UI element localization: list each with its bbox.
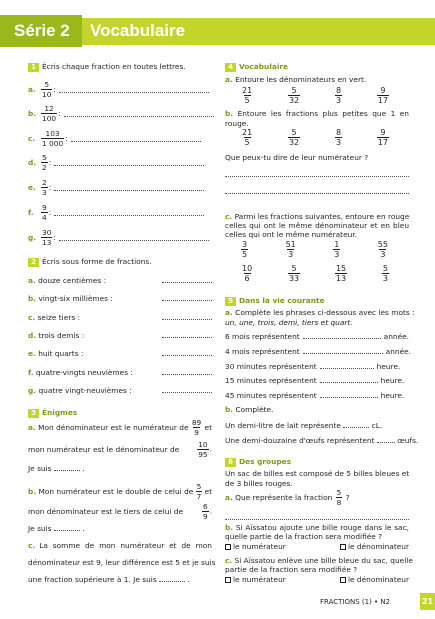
answer-blank[interactable]: [303, 347, 383, 354]
item-text: huit quarts :: [38, 349, 84, 359]
item-text: trois demis :: [38, 330, 85, 340]
ex4-title: Vocabulaire: [239, 62, 289, 71]
numerator: 5: [336, 488, 342, 497]
denominator: 17: [377, 138, 388, 147]
ex2-number: 2: [28, 258, 39, 267]
denominator: 32: [288, 96, 300, 105]
line-text: 6 mois représentent: [225, 332, 300, 341]
item-letter: c.: [28, 312, 36, 322]
ex3-c-letter: c.: [28, 541, 36, 550]
fraction: [377, 86, 389, 105]
line-unit: heure.: [376, 361, 401, 371]
checkbox[interactable]: [340, 544, 346, 550]
ex4-b-text2: rouge.: [225, 119, 249, 128]
numerator: 9: [380, 128, 386, 137]
ex6-intro2: de 3 billes rouges.: [225, 479, 293, 488]
fraction: [41, 153, 48, 172]
fraction: [382, 264, 389, 283]
line-unit: année.: [385, 346, 412, 356]
answer-blank[interactable]: [162, 276, 212, 283]
item-text: vingt-six millièmes :: [38, 294, 113, 304]
ex5-a-line1: [225, 308, 415, 317]
numerator: 5: [44, 80, 50, 89]
fraction: [241, 240, 248, 259]
answer-blank[interactable]: [162, 386, 212, 393]
numerator: 5: [382, 264, 388, 273]
ex5-b-line2: [225, 436, 418, 445]
ex6-b-options: [225, 542, 409, 551]
ex3-b-text3: mon dénominateur est le tiers de celui de: [28, 506, 184, 516]
answer-line[interactable]: [225, 513, 409, 520]
option-label: le dénominateur: [347, 542, 409, 551]
answer-blank[interactable]: [54, 464, 80, 471]
je-suis-label: Je suis: [28, 524, 52, 533]
denominator: 3: [334, 250, 340, 259]
answer-line[interactable]: [54, 159, 204, 166]
ex2-instruction: Écris sous forme de fractions.: [42, 257, 152, 266]
ex4-c-line1: [225, 212, 409, 221]
ex4-b-letter: b.: [225, 109, 234, 118]
answer-blank[interactable]: [162, 349, 212, 356]
item-letter: f.: [28, 367, 34, 377]
ex5-a-letter: a.: [225, 308, 233, 317]
ex1-number: 1: [28, 63, 39, 72]
denominator: 4: [42, 213, 47, 222]
ex5-a-text1: Complète les phrases ci-dessous avec les mots :: [235, 308, 415, 317]
ex1-heading: [28, 62, 186, 72]
numerator: 5: [291, 128, 297, 137]
ex2-item: [28, 294, 212, 303]
ex3-a-letter: a.: [28, 422, 36, 432]
answer-line[interactable]: [59, 86, 209, 93]
denominator: 1 000: [42, 139, 64, 148]
numerator: 21: [242, 86, 253, 95]
answer-blank[interactable]: [159, 575, 185, 582]
ex4-c-letter: c.: [225, 212, 233, 221]
answer-blank[interactable]: [162, 294, 212, 301]
fraction: [241, 264, 253, 283]
ex1-item: [28, 129, 201, 148]
ex6-intro1: Un sac de billes est composé de 5 billes bleues et: [225, 469, 410, 478]
colon: :: [58, 108, 61, 118]
ex1-item: [28, 104, 214, 123]
ex5-heading: [225, 296, 325, 306]
footer-text: FRACTIONS (1) • N2: [320, 598, 391, 606]
ex5-b-text: Complète.: [235, 405, 274, 414]
ex4-b-line1: [225, 109, 409, 118]
ex4-fraction-row-3: [240, 240, 390, 259]
item-letter: d.: [28, 157, 37, 167]
ex3-b-line1: [28, 482, 212, 501]
numerator: 3: [242, 240, 248, 249]
numerator: 12: [44, 104, 54, 113]
fraction: [241, 128, 253, 147]
ex4-c-text1: Parmi les fractions suivantes, entoure en rouge: [234, 212, 410, 221]
ex6-heading: [225, 457, 291, 467]
answer-blank[interactable]: [303, 332, 381, 339]
fraction: [41, 129, 64, 148]
ex2-item: [28, 276, 212, 285]
numerator: 5: [291, 264, 297, 273]
ex1-item: [28, 203, 204, 222]
ex3-a-fraction2: [197, 440, 208, 459]
item-letter: b.: [28, 294, 37, 304]
denominator: 3: [335, 96, 342, 105]
item-text: quatre-vingts neuvièmes :: [35, 367, 133, 377]
option-numerator[interactable]: [225, 542, 286, 551]
answer-blank[interactable]: [320, 376, 378, 383]
checkbox[interactable]: [340, 577, 346, 583]
ex5-title: Dans la vie courante: [239, 296, 325, 305]
ex4-heading: [225, 62, 288, 72]
numerator: 5: [291, 86, 297, 95]
fraction: [41, 203, 48, 222]
ex3-a-line2: [28, 440, 212, 459]
ex5-number: 5: [225, 297, 236, 306]
ex3-b-answer: Je suis .: [28, 524, 85, 533]
fraction: [333, 240, 340, 259]
ex6-number: 6: [225, 458, 236, 467]
fraction: [288, 128, 300, 147]
numerator: 5: [196, 482, 202, 491]
fraction: [285, 240, 297, 259]
colon: :: [53, 84, 56, 94]
ex4-number: 4: [225, 63, 236, 72]
numerator: 51: [285, 240, 296, 249]
answer-line[interactable]: [71, 135, 201, 142]
denominator: 17: [377, 96, 388, 105]
fraction: [377, 128, 389, 147]
numerator: 103: [45, 129, 60, 138]
colon: :: [48, 207, 52, 217]
denominator: 3: [382, 274, 388, 283]
fraction: [288, 264, 300, 283]
line-text: 4 mois représentent: [225, 346, 300, 356]
denominator: 5: [244, 96, 250, 105]
item-letter: e.: [28, 182, 36, 192]
numerator: 21: [242, 128, 253, 137]
answer-line[interactable]: [54, 184, 204, 191]
fraction: [41, 104, 57, 123]
ex3-title: Énigmes: [42, 408, 78, 417]
ex6-c-line1: [225, 556, 413, 565]
answer-line[interactable]: [64, 110, 214, 117]
ex4-question: Que peux-tu dire de leur numérateur ?: [225, 153, 369, 162]
ex3-b-letter: b.: [28, 486, 37, 496]
item-letter: g.: [28, 232, 37, 242]
numerator: 9: [42, 203, 47, 212]
line-text: 30 minutes représentent: [225, 361, 317, 371]
fraction: [41, 80, 52, 99]
ex1-item: [28, 228, 209, 247]
numerator: 8: [335, 128, 342, 137]
answer-blank[interactable]: [320, 362, 374, 369]
ex2-heading: [28, 257, 152, 267]
numerator: 6: [202, 502, 208, 511]
numerator: 15: [335, 264, 347, 273]
fraction: [335, 264, 347, 283]
numerator: 55: [377, 240, 388, 249]
ex1-item: [28, 80, 209, 99]
ex5-line: [225, 391, 404, 400]
ex3-a-text3: mon numérateur est le dénominateur de: [28, 444, 180, 454]
denominator: 9: [194, 428, 199, 437]
denominator: 33: [288, 274, 300, 283]
ex3-a-answer: Je suis .: [28, 464, 85, 473]
answer-line[interactable]: [54, 209, 204, 216]
colon: :: [65, 133, 68, 143]
denominator: 3: [288, 250, 294, 259]
numerator: 10: [198, 440, 208, 449]
denominator: 5: [244, 138, 250, 147]
item-letter: b.: [28, 108, 37, 118]
ex6-c-text2: partie de la fraction sera modifiée ?: [225, 565, 358, 574]
item-text: seize tiers :: [37, 312, 81, 322]
numerator: 10: [242, 264, 253, 273]
ex2-item: [28, 349, 212, 358]
colon: :: [48, 157, 52, 167]
item-letter: a.: [28, 84, 36, 94]
period: .: [209, 444, 212, 454]
option-numerator[interactable]: [225, 575, 286, 584]
ex4-fraction-row-4: [240, 264, 390, 283]
answer-blank[interactable]: [162, 331, 212, 338]
ex6-c-options: [225, 575, 409, 584]
ex5-b1-text: Un demi-litre de lait représente: [225, 421, 341, 430]
ex5-b2-unit: œufs.: [397, 436, 419, 445]
item-text: douze centièmes :: [38, 276, 107, 285]
denominator: 13: [335, 274, 347, 283]
ex6-c-letter: c.: [225, 556, 233, 565]
denominator: 3: [335, 138, 342, 147]
ex3-b-fraction1: [196, 482, 203, 501]
ex4-a-text: Entoure les dénominateurs en vert.: [235, 75, 367, 84]
ex3-b-line2: [28, 502, 212, 521]
denominator: 9: [202, 512, 208, 521]
checkbox[interactable]: [225, 577, 231, 583]
answer-line[interactable]: [225, 170, 409, 177]
fraction: [288, 86, 300, 105]
ex3-c-text3: une fraction supérieure à 1. Je suis: [28, 575, 157, 584]
ex4-c-text3: celles qui ont le même numérateur.: [225, 230, 358, 239]
ex3-c-line1: [28, 541, 212, 550]
denominator: 32: [288, 138, 300, 147]
page-number: 21: [420, 593, 435, 610]
colon: :: [53, 232, 56, 242]
ex4-b-text1: Entoure les fractions plus petites que 1 en: [237, 109, 409, 118]
je-suis-label: Je suis: [28, 464, 52, 473]
ex6-a: [225, 488, 350, 507]
ex3-a-text2: et: [204, 422, 212, 432]
item-text: quatre vingt-neuvièmes :: [38, 385, 132, 395]
ex5-line: [225, 332, 409, 341]
option-denominator[interactable]: [340, 575, 409, 584]
numerator: 89: [191, 418, 202, 427]
item-letter: c.: [28, 133, 36, 143]
option-label: le dénominateur: [347, 575, 409, 584]
ex6-b-letter: b.: [225, 523, 234, 532]
page-title: Vocabulaire: [90, 21, 186, 40]
ex4-a-letter: a.: [225, 75, 233, 84]
ex6-a-text: Que représente la fraction: [235, 492, 333, 502]
ex6-a-fraction: [336, 488, 343, 507]
item-letter: g.: [28, 385, 37, 395]
denominator: 100: [42, 114, 57, 123]
denominator: 2: [42, 163, 47, 172]
ex6-a-letter: a.: [225, 492, 233, 502]
ex3-b-fraction2: [202, 502, 209, 521]
denominator: 7: [196, 492, 202, 501]
fraction: [335, 86, 342, 105]
ex5-line: [225, 362, 400, 371]
ex6-title: Des groupes: [239, 457, 292, 466]
answer-blank[interactable]: [162, 313, 212, 320]
item-letter: f.: [28, 207, 34, 217]
ex2-item: [28, 386, 212, 395]
ex1-item: [28, 178, 204, 197]
ex5-b-letter: b.: [225, 405, 234, 414]
ex3-b-text1: Mon numérateur est le double de celui de: [38, 486, 194, 496]
denominator: 3: [380, 250, 386, 259]
ex6-b-text2: quelle partie de la fraction sera modifiée ?: [225, 532, 383, 541]
fraction: [41, 178, 48, 197]
ex3-b-text2: et: [204, 486, 212, 496]
answer-blank[interactable]: [320, 391, 378, 398]
ex3-number: 3: [28, 409, 39, 418]
series-label: Série 2: [14, 21, 70, 40]
ex4-a: [225, 75, 366, 84]
numerator: 1: [334, 240, 340, 249]
ex2-item: [28, 331, 212, 340]
denominator: 10: [42, 90, 52, 99]
ex6-b-text1: Si Aïssatou ajoute une bille rouge dans le sac,: [235, 523, 409, 532]
line-unit: année.: [383, 332, 410, 341]
ex4-c-text2: celles qui ont le même dénominateur et en bleu: [225, 221, 409, 230]
fraction: [377, 240, 389, 259]
ex5-b-line1: [225, 421, 382, 430]
line-text: 45 minutes représentent: [225, 391, 317, 401]
ex4-fraction-row-1: [240, 86, 390, 105]
answer-line[interactable]: [59, 234, 209, 241]
item-letter: d.: [28, 330, 37, 340]
denominator: 13: [42, 238, 52, 247]
ex4-fraction-row-2: [240, 128, 390, 147]
ex3-c-line2: dénominateur est 9, leur différence est 5 et je suis: [28, 558, 216, 567]
ex5-a-text2: un, une, trois, demi, tiers et quart.: [225, 318, 353, 327]
numerator: 8: [335, 86, 342, 95]
numerator: 2: [42, 178, 47, 187]
fraction: [335, 128, 342, 147]
ex5-line: [225, 376, 404, 385]
denominator: 95: [198, 450, 208, 459]
ex3-c-text1: La somme de mon numérateur et de mon: [39, 541, 212, 550]
ex5-b1-unit: cL.: [371, 421, 383, 430]
denominator: 8: [336, 498, 342, 507]
option-label: le numérateur: [233, 575, 286, 584]
numerator: 9: [380, 86, 386, 95]
denominator: 6: [244, 274, 250, 283]
ex5-line: [225, 347, 411, 356]
line-unit: heure.: [380, 376, 405, 386]
ex6-b-line1: [225, 523, 409, 532]
ex2-item: [28, 368, 212, 377]
numerator: 5: [42, 153, 47, 162]
ex5-b2-text: Une demi-douzaine d'œufs représentent: [225, 436, 375, 445]
period: .: [209, 506, 212, 516]
fraction: [41, 228, 52, 247]
item-letter: e.: [28, 349, 36, 359]
ex5-b: [225, 405, 273, 414]
ex6-c-text1: Si Aïssatou enlève une bille bleue du sac, quelle: [234, 556, 413, 565]
item-letter: a.: [28, 276, 36, 285]
checkbox[interactable]: [225, 544, 231, 550]
colon: :: [48, 182, 52, 192]
answer-blank[interactable]: [54, 524, 80, 531]
denominator: 3: [42, 188, 47, 197]
numerator: 30: [42, 228, 52, 237]
answer-blank[interactable]: [343, 421, 369, 428]
ex3-c-line3: une fraction supérieure à 1. Je suis .: [28, 575, 190, 584]
fraction: [241, 86, 253, 105]
line-unit: heure.: [380, 391, 405, 401]
ex2-item: [28, 313, 212, 322]
question-mark: ?: [345, 492, 350, 502]
answer-blank[interactable]: [162, 368, 212, 375]
denominator: 5: [242, 250, 248, 259]
answer-line[interactable]: [225, 187, 409, 194]
ex3-heading: [28, 408, 77, 418]
answer-blank[interactable]: [377, 436, 395, 443]
ex1-instruction: Écris chaque fraction en toutes lettres.: [42, 62, 186, 71]
ex1-item: [28, 153, 204, 172]
ex3-a-text1: Mon dénominateur est le numérateur de: [38, 422, 189, 432]
option-label: le numérateur: [233, 542, 286, 551]
option-denominator[interactable]: [340, 542, 409, 551]
ex3-a-fraction1: [191, 418, 202, 437]
line-text: 15 minutes représentent: [225, 376, 317, 386]
ex3-a-line1: [28, 418, 212, 437]
